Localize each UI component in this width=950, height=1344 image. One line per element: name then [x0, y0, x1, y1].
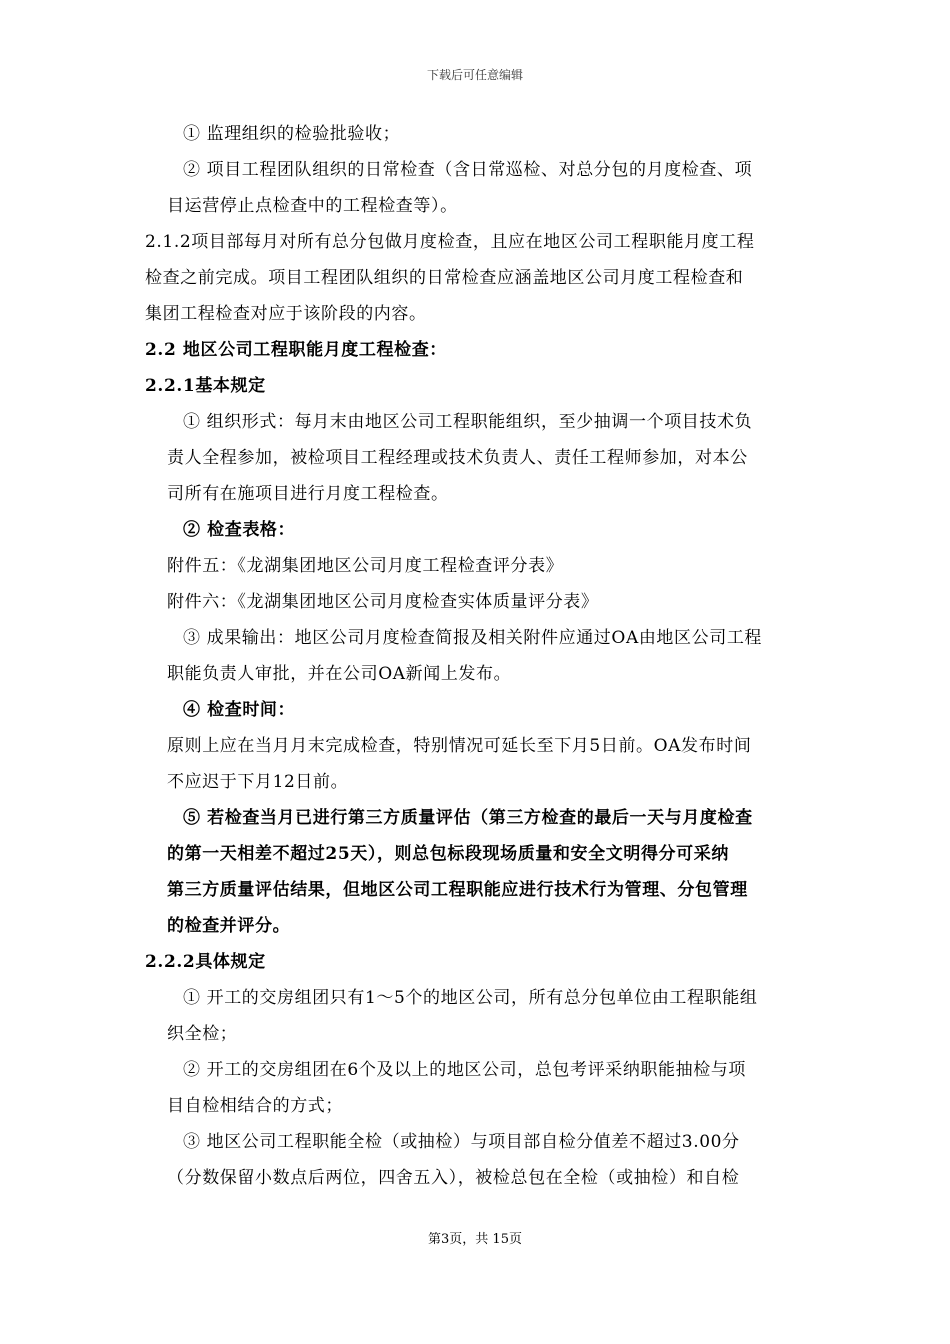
text-line: ③ 成果输出：地区公司月度检查简报及相关附件应通过OA由地区公司工程 — [183, 628, 763, 648]
text-line: 2.2.2具体规定 — [145, 952, 266, 972]
text-line: ⑤ 若检查当月已进行第三方质量评估（第三方检查的最后一天与月度检查 — [183, 808, 753, 828]
text-line: 2.2 地区公司工程职能月度工程检查： — [145, 340, 447, 360]
text-line: 第三方质量评估结果，但地区公司工程职能应进行技术行为管理、分包管理 — [167, 880, 748, 900]
text-line: 的检查并评分。 — [167, 916, 291, 936]
text-line: 目自检相结合的方式； — [167, 1096, 343, 1116]
page-header: 下载后可任意编辑 — [426, 68, 523, 82]
text-line: 目运营停止点检查中的工程检查等）。 — [167, 196, 458, 216]
text-line: 织全检； — [167, 1024, 238, 1044]
page-footer: 第3页，共 15页 — [428, 1232, 522, 1247]
document-body — [145, 116, 825, 1196]
text-line: 2.1.2项目部每月对所有总分包做月度检查，且应在地区公司工程职能月度工程 — [145, 232, 755, 252]
text-line: ③ 地区公司工程职能全检（或抽检）与项目部自检分值差不超过3.00分 — [183, 1132, 740, 1152]
text-line: ② 检查表格： — [183, 520, 296, 540]
text-line: 职能负责人审批，并在公司OA新闻上发布。 — [167, 664, 512, 684]
text-line: 不应迟于下月12日前。 — [167, 772, 349, 792]
text-line: ④ 检查时间： — [183, 700, 296, 720]
text-line: 附件六：《龙湖集团地区公司月度检查实体质量评分表》 — [167, 592, 599, 612]
text-line: ① 开工的交房组团只有1～5个的地区公司，所有总分包单位由工程职能组 — [183, 988, 758, 1008]
text-line: 司所有在施项目进行月度工程检查。 — [167, 484, 449, 504]
text-line: ① 监理组织的检验批验收； — [183, 124, 401, 144]
text-line: ② 开工的交房组团在6个及以上的地区公司，总包考评采纳职能抽检与项 — [183, 1060, 747, 1080]
text-line: ① 组织形式：每月末由地区公司工程职能组织，至少抽调一个项目技术负 — [183, 412, 753, 432]
text-line: 检查之前完成。项目工程团队组织的日常检查应涵盖地区公司月度工程检查和 — [145, 268, 744, 288]
text-line: 的第一天相差不超过25天），则总包标段现场质量和安全文明得分可采纳 — [167, 844, 729, 864]
text-line: （分数保留小数点后两位，四舍五入），被检总包在全检（或抽检）和自检 — [167, 1168, 740, 1188]
text-line: 附件五：《龙湖集团地区公司月度工程检查评分表》 — [167, 556, 564, 576]
text-line: 集团工程检查对应于该阶段的内容。 — [145, 304, 427, 324]
text-line: ② 项目工程团队组织的日常检查（含日常巡检、对总分包的月度检查、项 — [183, 160, 753, 180]
text-line: 原则上应在当月月末完成检查，特别情况可延长至下月5日前。OA发布时间 — [167, 736, 752, 756]
text-line: 责人全程参加，被检项目工程经理或技术负责人、责任工程师参加，对本公 — [167, 448, 748, 468]
text-line: 2.2.1基本规定 — [145, 376, 266, 396]
